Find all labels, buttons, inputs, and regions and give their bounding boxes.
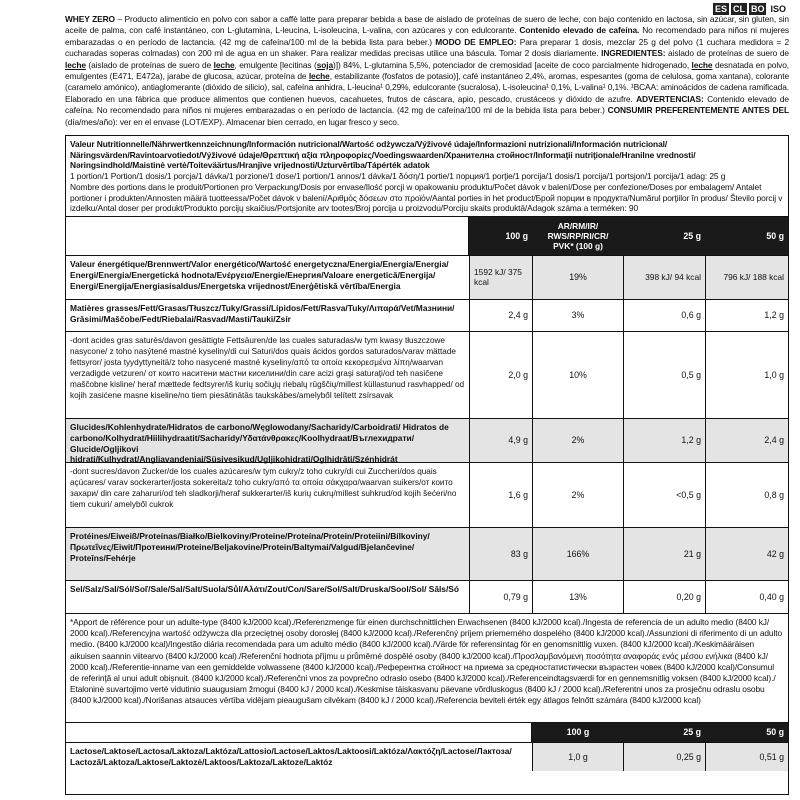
table-row: Matières grasses/Fett/Grasas/Tłuszcz/Tuky/Grassi/Lípidos/Fett/Rasva/Tuky/Λιπαρά/Vet/Мазнини/ Grăsimi/Maščobe/Fedt/Riebalai/Rasvad/Masti/Tauki/Zsír 2,4 g 3% 0,6 g 1,2 g xyxy=(66,300,788,332)
table-row: -dont acides gras saturés/davon gesättigte Fettsäuren/de las cuales saturadas/w tym kwasy tłuszczowe nasycone/ z toho nasýtené mastné kyseliny/di cui Saturi/dos quais ácidos gordos saturados/varav mättade fettsyror/ josta tyydyttyneitä/z toho nasycené mastné kyseliny/από τα οποία κεκορεσμένα λίπη/waarvan verzadigde vetzuren/ от които наситени мастни киселини/din care acizi graşi saturaţi/od teh nasičene maščobne kisline/ heraf mættede fedtsyrer/iš kurių sočiųjų riebalų rūgščių/millest küllastunud rasvhapped/ od kojih zasićene masne kiseline/no tiem piesātinātās taukskābes/amelyből telített zsírsavak 2,0 g 10% 0,5 g 1,0 g xyxy=(66,332,788,419)
table-row: Protéines/Eiweiß/Proteínas/Białko/Bielkoviny/Proteine/Proteína/Protein/Proteiini/Bílkoviny/ Πρωτεΐνες/Eiwit/Протеини/Proteine/Beljakovine/Protein/Baltymai/Valgud/Bjelančevine/ Proteīns/Fehérje 83 g 166% 21 g 42 g xyxy=(66,528,788,581)
lang-code: ES xyxy=(714,4,727,14)
servings-per-pack: Nombre des portions dans le produit/Portionen pro Verpackung/Dosis por envase/Ilość porcji w opakowaniu produktu/Počet dávok v balení/Dose per confezione/Doses por embalagem/ Antalet portioner i produkten/Annosten määrä tuotteessa/Počet dávok v balení/Αριθμός δόσεων στο προϊόν/Aantal porties in het product/Брой порции в продукта/Numărul porţiilor în produs/ Število porcij v izdelku/Antal doser per produkt/Produkto porcijų skaičius/Portsjonite arv tootes/Broj porcija u proizvodu/Porciju skaits produktā/Adagok száma a terméken: 90 xyxy=(70,181,783,214)
lactose-header-row xyxy=(66,723,788,743)
nutrient-protein: Protéines/Eiweiß/Proteínas/Białko/Bielkoviny/Proteine/Proteína/Protein/Proteiini/Bílkoviny/ Πρωτεΐνες/Eiwit/Протеини/Proteine/Beljakovine/Protein/Baltymai/Valgud/Bjelančevine/ Proteīns/Fehérje xyxy=(66,528,469,580)
portion-size: 1 portion/1 Portion/1 dosis/1 porcja/1 dávka/1 porzione/1 dose/1 portion/1 annos/1 dávka/1 δόση/1 portie/1 порция/1 porţie/1 porcija/1 dosis/1 porcija/1 portsjon/1 porcija/1 adag: 25 g xyxy=(70,171,726,182)
lang-code: BO xyxy=(750,4,765,14)
lactose-col-50g: 50 g xyxy=(705,723,788,742)
lactose-col-25g: 25 g xyxy=(623,723,705,742)
nutrient-sugars: -dont sucres/davon Zucker/de los cuales azúcares/w tym cukry/z toho cukry/di cui Zuccheri/dos quais açúcares/ varav sockerarter/josta sokereita/z toho cukry/από τα οποία σάκχαρα/waarvan suikers/от които захари/ din care zaharuri/od teh sladkorji/heraf sukkerarter/iš kurių cukrų/millest suhkrud/od kojih šećeri/no tiem cukuri/ amelyből cukrok xyxy=(70,466,457,509)
table-header-row xyxy=(66,217,788,256)
nutrient-carbohydrate: Glucides/Kohlenhydrate/Hidratos de carbono/Węglowodany/Sacharidy/Carboidrati/ Hidratos de carbono/Kolhydrat/Hiilihydraatit/Sacharidy/Υδατάνθρακες/Koolhydraat/Въглехидрати/ Glucide/Ogljikovi hidrati/Kulhydrat/Angliavandeniai/Süsivesikud/Ugljikohidrati/Ogļhidrāti/Szénhidrát xyxy=(66,419,469,462)
table-row: Glucides/Kohlenhydrate/Hidratos de carbono/Węglowodany/Sacharidy/Carboidrati/ Hidratos de carbono/Kolhydrat/Hiilihydraatit/Sacharidy/Υδατάνθρακες/Koolhydraat/Въглехидрати/ Glucide/Ogljikovi hidrati/Kulhydrat/Angliavandeniai/Süsivesikud/Ugljikohidrati/Ogļhidrāti/Szénhidrát 4,9 g 2% 1,2 g 2,4 g xyxy=(66,419,788,463)
nutrient-energy: Valeur énergétique/Brennwert/Valor energético/Wartość energetyczna/Energia/Energia/Energia/ Energi/Energia/Energetická hodnota/Ενέργεια/Energie/Енергия/Valoare energetică/Energija/ Energi/Energija/Energiasisaldus/Energetska vrijednost/Enerģētiskā vērtība/Energia xyxy=(70,258,449,291)
col-reference-intake: AR/RM/IR/ RWS/RP/RI/CR/ PVK* (100 g) xyxy=(532,217,623,255)
lactose-label: Lactose/Laktose/Lactosa/Laktoza/Laktóza/Lattosio/Lactose/Laktos/Laktoosi/Laktóza/Λακτόζη/Lactose/Лактоза/ Lactoză/Laktoza/Laktose/Laktozė/Laktoos/Laktoza/Laktoze/Laktóz xyxy=(70,745,512,767)
table-row: -dont sucres/davon Zucker/de los cuales azúcares/w tym cukry/z toho cukry/di cui Zuccheri/dos quais açúcares/ varav sockerarter/josta sokereita/z toho cukry/από τα οποία σάκχαρα/waarvan suikers/от които захари/ din care zaharuri/od teh sladkorji/heraf sukkerarter/iš kurių cukrų/millest suhkrud/od kojih šećeri/no tiem cukuri/ amelyből cukrok 1,6 g 2% <0,5 g 0,8 g xyxy=(66,463,788,528)
lactose-col-100g: 100 g xyxy=(532,723,623,742)
table-row: Sel/Salz/Sal/Sól/Soľ/Sale/Sal/Salt/Suola/Sůl/Αλάτι/Zout/Сол/Sare/Sol/Salt/Druska/Sool/Sol/ Sāls/Só 0,79 g 13% 0,20 g 0,40 g xyxy=(66,581,788,614)
col-100g: 100 g xyxy=(469,217,532,255)
lang-code: CL xyxy=(732,4,745,14)
product-description: WHEY ZERO – Producto alimenticio en polvo con sabor a caffè latte para preparar bebida a base de aislado de proteínas de suero de leche, con bajo contenido en lactosa, sin azúcar, sin gluten, sin aceite de palma, con café instantáneo, con L-glutamina, L-leucina, L-isoleucina, L-valina, con azúcares y con edulcorante. Contenido elevado de cafeína. No recomendado para niños ni mujeres embarazadas o en período de lactancia. (42 mg de cafeína/100 ml de la bebida lista para beber.) MODO DE EMPLEO: Para preparar 1 dosis, mezclar 25 g del polvo (1 cuchara medidora = 2 cucharadas soperas colmadas) con 200 ml de agua en un shaker. Para realizar medidas precisas utilice una báscula. Tomar 2 dosis diariamente. INGREDIENTES: aislado de proteínas de suero de leche (aislado de proteínas de suero de leche, emulgente [lecitinas (soja)]) 84%, L-glutamina 5,5%, potenciador de cremosidad [aceite de coco parcialmente hidrogenado, leche desnatada en polvo, emulgentes (E471, E472a), jarabe de glucosa, azúcar, proteína de leche, estabilizante (fosfatos de potasio)], café instantáneo 2,4%, aromas, espesantes (goma de celulosa, goma xantana), colorante (caramelo amónico), antiaglomerante (dióxido de silicio), sal, cafeína anhidra, L-leucina¹ 0,29%, edulcorante (sucralosa), L-isoleucina¹ 0,1%, L-valina¹ 0,1%. ¹BCAA: aminoácidos de cadena ramificada. Elaborado en una fábrica que produce alimentos que contienen huevos, cacahuetes, frutos de cáscara, apio, pescado, crustáceos y dióxido de azufre. ADVERTENCIAS: Contenido elevado de cafeína. No recomendado para niños ni mujeres embarazadas o en período de lactancia. (42 mg de cafeína/100 ml de la bebida lista para beber.) CONSUMIR PREFERENTEMENTE ANTES DEL (día/mes/año): ver en el envase (LOT/EXP). Almacenar bien cerrado, en lugar fresco y seco. xyxy=(65,14,790,127)
col-25g: 25 g xyxy=(623,217,705,255)
lang-code: ISO xyxy=(770,4,786,14)
nutrition-panel xyxy=(65,135,789,795)
lactose-row: Lactose/Laktose/Lactosa/Laktoza/Laktóza/Lattosio/Lactose/Laktos/Laktoosi/Laktóza/Λακτόζη/Lactose/Лактоза/ Lactoză/Laktoza/Laktose/Laktozė/Laktoos/Laktoza/Laktoze/Laktóz 1,0 g 0,25 g 0,51 g xyxy=(66,743,788,771)
brand-name: WHEY ZERO xyxy=(65,14,115,24)
nutrient-fat: Matières grasses/Fett/Grasas/Tłuszcz/Tuky/Grassi/Lípidos/Fett/Rasva/Tuky/Λιπαρά/Vet/Мазнини/ Grăsimi/Maščobe/Fedt/Riebalai/Rasvad/Masti/Tauki/Zsír xyxy=(70,302,455,324)
reference-intake-footnote: *Apport de référence pour un adulte-type (8400 kJ/2000 kcal)./Referenzmenge für einen durchschnittlichen Erwachsenen (8400 kJ/2000 kcal)./Ingesta de referencia de un adulto medio (8400 kJ/ 2000 kcal)./Referencyjna wartość odżywcza dla przeciętnej osoby dorosłej (8400 kJ/2000 kcal)./Referenčný príjem priemerného dospelého (8400 kJ/2000 kcal)./Assunzioni di riferimento di un adulto medio. (8400 kJ/2000 kcal)/Ingestão diária recomendada para um adulto médio (8400 kJ/2000 kcal)./Värde för referensintag för en genomsnittlig vuxen. (8400 kJ/2000 kcal)./Keskimääräisen aikuisen saannin viitearvo (8400 kJ/2000 kcal)./Referenční hodnota příjmu u průměrné dospělé osoby (8400 kJ/2000 kcal)./Προσλαμβανόμενη ποσότητα αναφοράς ενός μέσου ενήλικα (8400 kJ/ 2000 kcal)./Referentie-inname van een gemiddelde volwassene (8400 kJ/2000 kcal)./Референтна стойност на приема за средностатистически възрастен човек (8400 kJ/2000 kcal)/Consumul de referinţă al unui adult obişnuit. (8400 kJ/2000 kcal)./Referenčni vnos za povprečno odraslo osebo (8400 kJ/2000 kcal)./Referenceindtagsværdi for en gennemsnitlig voksen (8400 kJ/2000 kcal)./ Etaloninė suvartojimo vertė vidutinio suaugusiam žmogui (8400 kJ / 2000 kcal)./Keskmise täiskasvanu päevane võrdluskogus (8400 kJ / 2000 kcal)./Referentni unos za prosječnu odraslu osobu (8400 kJ/2000 kcal)./Norišanas atsauces vērtība vidējam pieaugušam cilvēkam (8400 kJ / 2000 kcal)./Referencia beviteli érték egy átlagos felnőtt számára (8400 kJ/2000 kcal) xyxy=(66,614,788,723)
col-50g: 50 g xyxy=(705,217,788,255)
table-row: Valeur énergétique/Brennwert/Valor energético/Wartość energetyczna/Energia/Energia/Energia/ Energi/Energia/Energetická hodnota/Ενέργεια/Energie/Енергия/Valoare energetică/Energija/ Energi/Energija/Energiasisaldus/Energetska vrijednost/Enerģētiskā vērtība/Energia 1592 kJ/ 375 kcal 19% 398 kJ/ 94 kcal 796 kJ/ 188 kcal xyxy=(66,256,788,300)
nutrient-salt: Sel/Salz/Sal/Sól/Soľ/Sale/Sal/Salt/Suola/Sůl/Αλάτι/Zout/Сол/Sare/Sol/Salt/Druska/Sool/Sol/ Sāls/Só xyxy=(70,583,459,594)
nutrition-header xyxy=(66,136,788,217)
nutrient-saturates: -dont acides gras saturés/davon gesättigte Fettsäuren/de las cuales saturadas/w tym kwasy tłuszczowe nasycone/ z toho nasýtené mastné kyseliny/di cui Saturi/dos quais ácidos gordos saturados/varav mättade fettsyror/ josta tyydyttyneitä/z toho nasycené mastné kyseliny/από τα οποία κεκορεσμένα λίπη/waarvan verzadigde vetzuren/ от които наситени мастни киселини/din care acizi graşi saturaţi/od teh nasičene maščobne kisline/ heraf mættede fedtsyrer/iš kurių sočiųjų riebalų rūgščių/millest küllastunud rasvhapped/ od kojih zasićene masne kiseline/no tiem piesātinātās taukskābes/amelyből telített zsírsavak xyxy=(70,335,465,400)
nutrition-title: Valeur Nutritionnelle/Nährwertkennzeichnung/Información nutricional/Wartość odżywcza/Výživové údaje/Informazioni nutrizionali/Información nutricional/ Näringsvärden/Ravintoarvotiedot/Výživové údaje/Θρεπτική αξία πληροφορίες/Voedingswaarden/Хранителна стойност/Informaţii nutriţionale/Hranilne vrednosti/ Nəringsindhold/Maistinė vertė/Toiteväärtus/Hranjive vrijednosti/Uzturvērtība/Tápérték adatok xyxy=(70,139,696,171)
